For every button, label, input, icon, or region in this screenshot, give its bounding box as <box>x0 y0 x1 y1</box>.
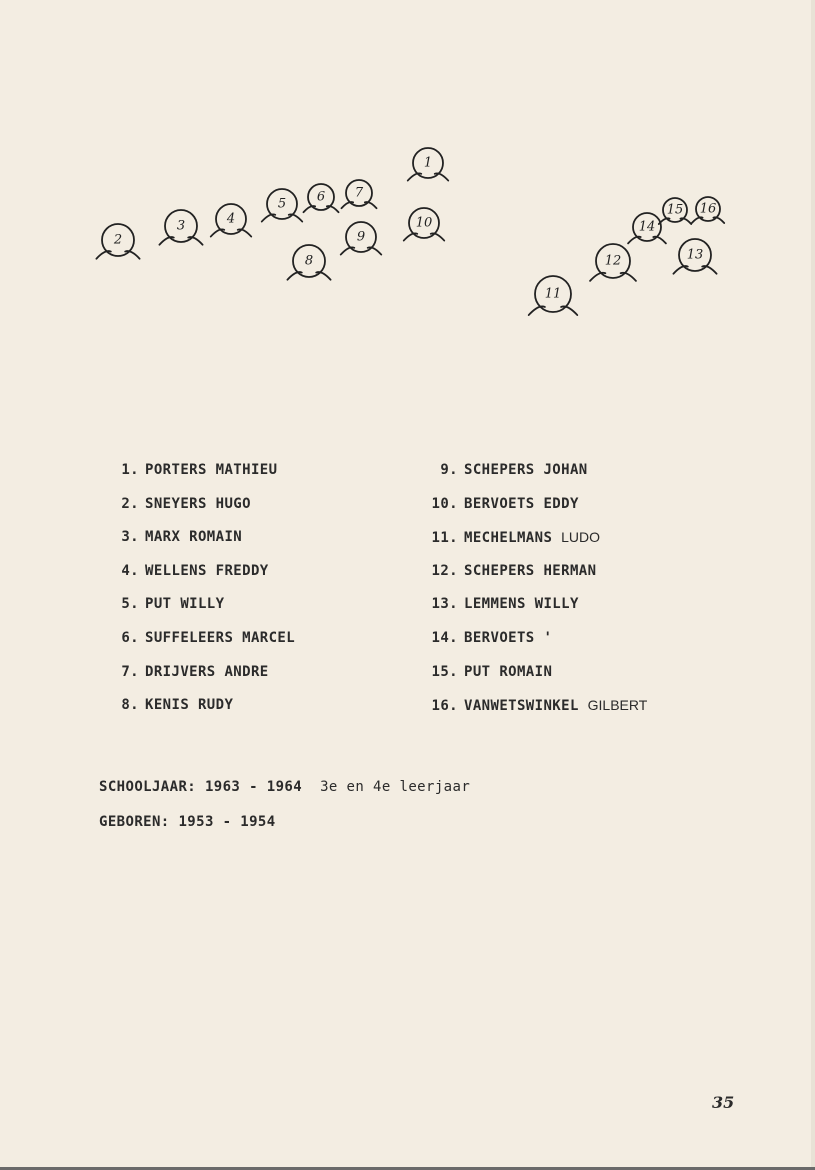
head-number: 9 <box>356 229 366 245</box>
entry-number: 7. <box>121 663 139 680</box>
shoulders-stroke <box>211 229 252 236</box>
entry-name: BERVOETS EDDY <box>464 495 579 512</box>
shoulders-stroke <box>262 214 303 221</box>
entry-name: SCHEPERS HERMAN <box>464 562 597 579</box>
head-marker-14 <box>628 213 666 243</box>
shoulders-stroke <box>341 202 376 208</box>
head-number: 15 <box>666 202 684 218</box>
roster-entry <box>428 561 647 595</box>
head-marker-6 <box>303 184 338 212</box>
entry-name: LEMMENS WILLY <box>464 596 579 613</box>
entry-name: MARX ROMAIN <box>145 529 243 546</box>
head-number: 3 <box>176 218 186 234</box>
head-number: 16 <box>699 201 717 217</box>
shoulders-stroke <box>287 272 330 280</box>
entry-number: 10. <box>431 495 458 512</box>
entry-number: 8. <box>121 697 139 714</box>
shoulders-stroke <box>303 206 338 212</box>
roster-entry <box>109 561 295 595</box>
birth-years: GEBOREN: 1953 - 1954 <box>99 814 276 830</box>
entry-name: VANWETSWINKEL <box>464 698 579 715</box>
head-marker-10 <box>404 208 445 241</box>
grade-level: 3e en 4e leerjaar <box>320 779 471 795</box>
roster-entry <box>109 628 295 662</box>
entry-name: SCHEPERS JOHAN <box>464 462 588 478</box>
entry-name: SUFFELEERS MARCEL <box>145 629 296 646</box>
head-marker-16 <box>692 197 724 223</box>
head-marker-15 <box>659 198 691 224</box>
head-marker-5 <box>262 189 303 222</box>
head-marker-7 <box>341 180 376 208</box>
roster-entry <box>428 460 647 494</box>
entry-name: KENIS RUDY <box>145 697 234 714</box>
entry-number: 4. <box>121 562 139 579</box>
entry-number: 14. <box>431 629 458 646</box>
head-marker-11 <box>529 276 578 315</box>
shoulders-stroke <box>404 233 445 240</box>
head-marker-12 <box>590 244 636 281</box>
head-number: 13 <box>686 247 704 263</box>
entry-number: 6. <box>121 629 139 646</box>
class-photo-key-diagram <box>0 130 815 330</box>
entry-number: 13. <box>431 596 458 613</box>
roster-entry <box>428 628 647 662</box>
roster-entry <box>428 594 647 628</box>
roster-right-column <box>428 460 647 729</box>
roster-entry <box>109 527 295 561</box>
entry-number: 9. <box>440 462 458 478</box>
entry-name: BERVOETS ' <box>464 629 553 646</box>
entry-number: 1. <box>121 462 139 478</box>
entry-name: WELLENS FREDDY <box>145 562 269 579</box>
head-marker-2 <box>96 224 139 259</box>
shoulders-stroke <box>673 266 716 274</box>
head-number: 12 <box>604 253 622 269</box>
head-marker-13 <box>673 239 716 274</box>
page-number: 35 <box>712 1093 735 1112</box>
shoulders-stroke <box>408 173 449 180</box>
school-year: SCHOOLJAAR: 1963 - 1964 <box>99 779 303 795</box>
head-marker-3 <box>159 210 202 245</box>
entry-name: PUT ROMAIN <box>464 663 553 680</box>
roster-entry <box>428 662 647 696</box>
roster-entry <box>109 695 295 729</box>
entry-number: 12. <box>431 562 458 579</box>
head-marker-8 <box>287 245 330 280</box>
head-number: 7 <box>354 185 364 201</box>
shoulders-stroke <box>341 247 382 254</box>
shoulders-stroke <box>96 251 139 259</box>
entry-name: MECHELMANS <box>464 530 553 547</box>
entry-number: 16. <box>431 698 458 715</box>
shoulders-stroke <box>628 237 666 244</box>
head-number: 14 <box>638 219 656 235</box>
head-number: 11 <box>544 286 562 302</box>
entry-number: 2. <box>121 495 139 512</box>
head-marker-9 <box>341 222 382 255</box>
birth-year-line <box>99 814 276 830</box>
head-marker-4 <box>211 204 252 237</box>
entry-name: PORTERS MATHIEU <box>145 462 278 478</box>
roster-entry <box>428 527 647 561</box>
head-number: 1 <box>423 155 433 171</box>
shoulders-stroke <box>590 273 636 281</box>
entry-number: 15. <box>431 663 458 680</box>
shoulders-stroke <box>529 306 578 315</box>
head-number: 4 <box>226 211 236 227</box>
roster-entry <box>109 494 295 528</box>
entry-number: 3. <box>121 529 139 546</box>
head-number: 6 <box>316 189 326 205</box>
head-marker-1 <box>408 148 449 181</box>
head-number: 2 <box>113 232 123 248</box>
roster-entry <box>428 695 647 729</box>
roster-entry <box>109 662 295 696</box>
school-year-line <box>99 779 470 795</box>
entry-number: 11. <box>431 530 458 547</box>
entry-name-added: LUDO <box>561 529 601 546</box>
head-number: 10 <box>415 215 433 231</box>
roster-entry <box>109 460 295 494</box>
shoulders-stroke <box>159 237 202 245</box>
entry-name: PUT WILLY <box>145 596 225 613</box>
roster-entry <box>109 594 295 628</box>
roster-entry <box>428 494 647 528</box>
entry-number: 5. <box>121 596 139 613</box>
head-number: 8 <box>304 253 314 269</box>
entry-name-added: GILBERT <box>587 697 648 714</box>
entry-name: SNEYERS HUGO <box>145 495 251 512</box>
entry-name: DRIJVERS ANDRE <box>145 663 269 680</box>
roster-left-column <box>109 460 295 729</box>
head-number: 5 <box>277 196 287 212</box>
